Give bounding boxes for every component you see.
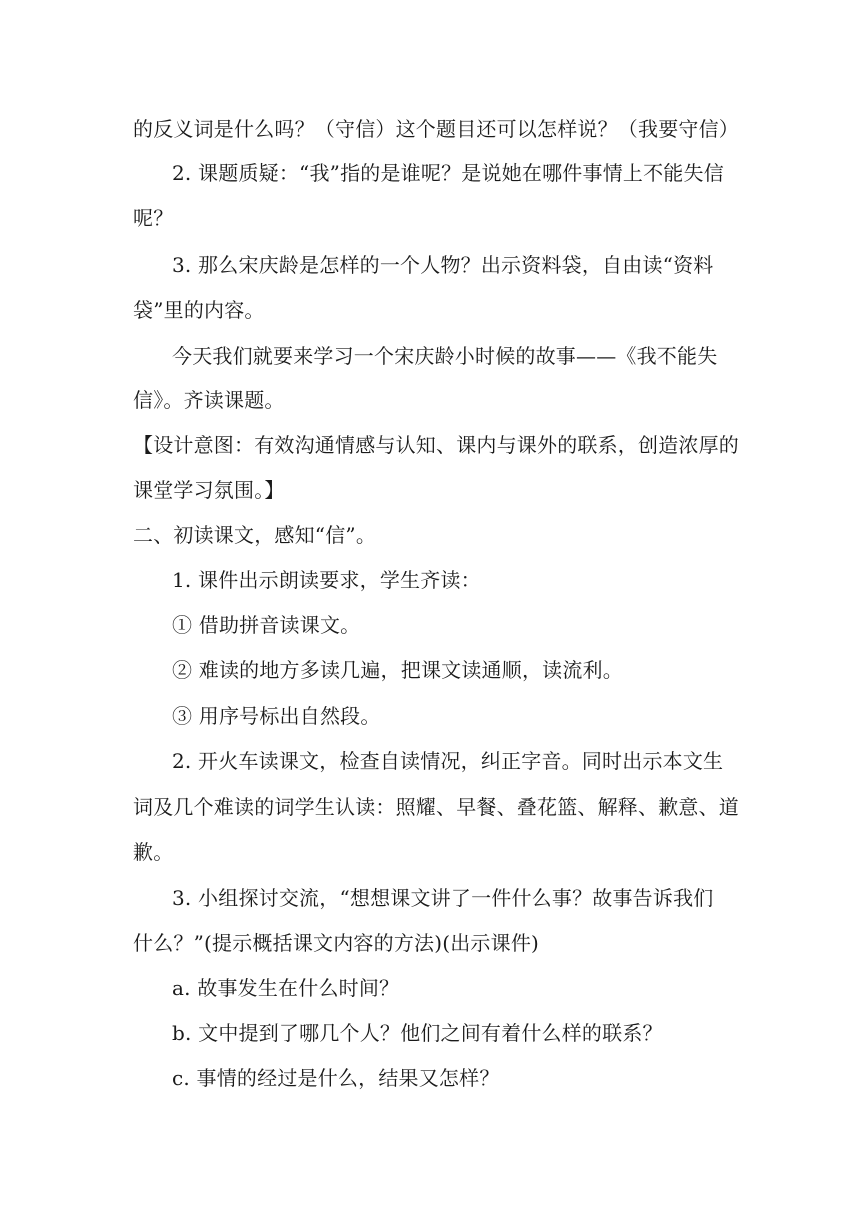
design-intent-line: 【设计意图：有效沟通情感与认知、课内与课外的联系，创造浓厚的 (133, 433, 739, 457)
text-line: 词及几个难读的词学生认读：照耀、早餐、叠花篮、解释、歉意、道 (133, 795, 739, 819)
section-heading: 二、初读课文，感知“信”。 (133, 523, 377, 547)
text-line: 袋”里的内容。 (133, 298, 265, 322)
design-intent-line: 课堂学习氛围。】 (133, 478, 285, 502)
text-line: 信》。齐读课题。 (133, 388, 285, 412)
list-item: c. 事情的经过是什么，结果又怎样？ (172, 1066, 500, 1090)
list-item: ③ 用序号标出自然段。 (172, 704, 381, 728)
text-line: 今天我们就要来学习一个宋庆龄小时候的故事——《我不能失 (172, 344, 718, 368)
text-line: 呢？ (133, 206, 174, 230)
text-line: 的反义词是什么吗？（守信）这个题目还可以怎样说？（我要守信） (133, 117, 739, 141)
text-line: 2. 开火车读课文，检查自读情况，纠正字音。同时出示本文生 (172, 749, 724, 773)
text-line: 2. 课题质疑：“我”指的是谁呢？是说她在哪件事情上不能失信 (172, 161, 724, 185)
list-item: b. 文中提到了哪几个人？他们之间有着什么样的联系？ (172, 1021, 663, 1045)
list-item: ① 借助拼音读课文。 (172, 613, 361, 637)
text-line: 什么？”(提示概括课文内容的方法)(出示课件) (133, 931, 540, 955)
text-line: 3. 小组探讨交流，“想想课文讲了一件什么事？故事告诉我们 (172, 886, 714, 910)
list-item: a. 故事发生在什么时间？ (172, 976, 400, 1000)
text-line: 3. 那么宋庆龄是怎样的一个人物？出示资料袋，自由读“资料 (172, 253, 714, 277)
text-line: 1. 课件出示朗读要求，学生齐读： (172, 568, 481, 592)
text-line: 歉。 (133, 840, 174, 864)
list-item: ② 难读的地方多读几遍，把课文读通顺，读流利。 (172, 658, 623, 682)
